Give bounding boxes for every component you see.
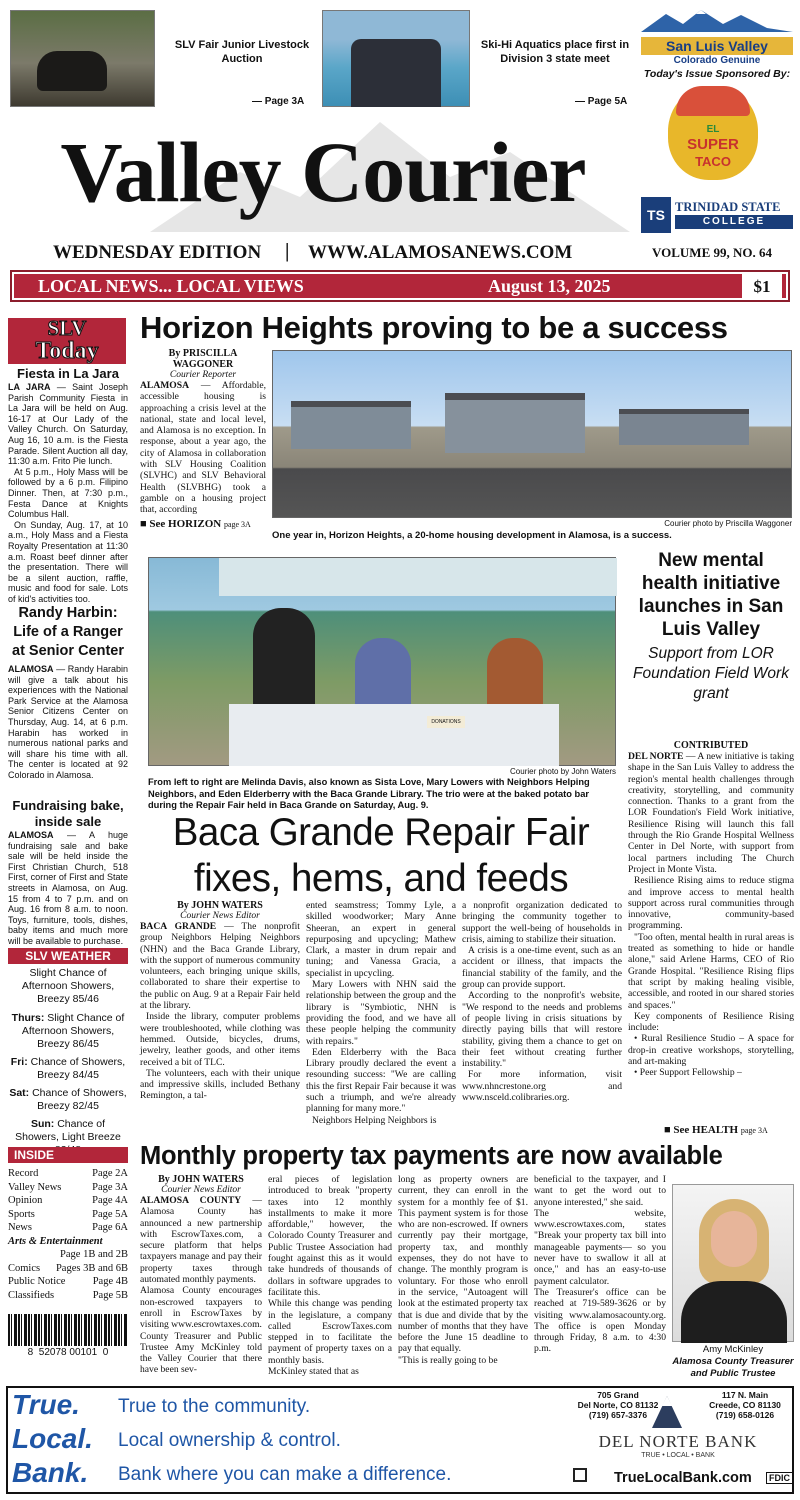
treasurer-title: Alamosa County Treasurer and Public Trustee [672, 1356, 794, 1379]
fair-col1-p3: The volunteers, each with their unique and impressive skills, included Bethany Remington, a tal- [140, 1067, 300, 1102]
bake-text: — A huge fundraising sale and bake sale will be held inside the First Christian Church, 518 First, corner of First and State streets in Alamosa, on Aug. 15 from 4 to 7 p.m. and on Aug. 16 from 8 a.m. to noon. Toys, furniture, tools, dishes, baby items and much more will be available to purchase. [8, 830, 128, 946]
taco-text-super: SUPER [687, 136, 739, 153]
mental-jump-label: ■ See HEALTH [664, 1124, 739, 1136]
fair-role: Courier News Editor [180, 911, 260, 921]
edition-label: WEDNESDAY EDITION [53, 242, 262, 263]
slv-logo-title: San Luis Valley [641, 37, 793, 55]
horizon-byline: By PRISCILLA WAGGONER [168, 348, 238, 370]
bank-ad[interactable] [6, 1386, 794, 1494]
ad-address-2-phone: (719) 658-0126 [715, 1410, 775, 1420]
tax-col1-body: — Alamosa County has announced a new partnership with EscrowTaxes.com, a secure platform that helps taxpayers manage and pay their property taxes through automated monthly payments. Alamosa County encourages non-escrowed taxpayers to enroll in EscrowTaxes by visiting www.escrowtaxes.com. County Treasurer and Public Trustee Amy McKinley told the Valley Courier that there have been sev- [140, 1195, 262, 1376]
teaser-livestock-caption[interactable]: SLV Fair Junior Livestock Auction [174, 39, 310, 65]
inside-page: Page 5A [92, 1208, 128, 1220]
ad-word-local: Local. [12, 1423, 93, 1454]
fair-col2-p4: Neighbors Helping Neighbors is [312, 1114, 437, 1126]
barcode [8, 1314, 128, 1360]
fair-lead: BACA GRANDE [140, 921, 217, 932]
treasurer-body [681, 1281, 787, 1343]
inside-arts-label: Arts & Entertainment [8, 1235, 103, 1247]
inside-page: Page 4B [92, 1276, 128, 1287]
bake-title: Fundraising bake, inside sale [12, 798, 124, 829]
ad-address-1-city: Del Norte, CO 81132 [577, 1400, 659, 1410]
mental-p1-text: — A new initiative is taking shape in the San Luis Valley to address the region's mental health challenges through creativity, storytelling, and community connection. Thanks to a grant from the LOR Foundation's Field Work initiative, Resilience Rising will launch this fall through the Rio Grande Hospital Wellness Center in Del Norte, with support from local partners including The Church Project in Monte Vista. [628, 751, 794, 875]
fair-col-1 [140, 900, 300, 1102]
slv-today-top: SLV [47, 316, 87, 340]
slv-today-badge [8, 318, 126, 364]
inside-page: Page 3A [92, 1181, 128, 1193]
tax-col1-text [140, 1195, 262, 1376]
canopy [219, 558, 617, 596]
red-banner [10, 270, 790, 302]
banner-tagline: LOCAL NEWS... LOCAL VIEWS [38, 276, 304, 296]
horizon-body-text: — Affordable, accessible housing is approaching a crisis level at the national, state and local level, and Alamosa is no exception. In response, about a year ago, the city of Alamosa in collaboration with SLV Housing Coalition (SLVHC) and SLV Behavioral Health (SLVBHG) took a gamble on a housing project that, according [140, 380, 266, 516]
inside-label: Valley News [8, 1181, 62, 1193]
ad-line-1: True to the community. [118, 1396, 311, 1417]
repair-fair-photo[interactable] [148, 557, 616, 766]
fair-col1-p2: Inside the library, computer problems were troubleshooted, while clothing was hemmed. Outside, bicycles, drums, jewelry, leather goods, and other items received a bit of TLC. [140, 1011, 300, 1068]
horizon-jump[interactable] [140, 518, 266, 530]
inside-item[interactable] [8, 1262, 128, 1276]
mountain-icon [641, 10, 793, 32]
weather-sun-day: Sun: [30, 1118, 55, 1130]
treasurer-name: Amy McKinley [702, 1344, 764, 1355]
horizon-lead: ALAMOSA [140, 380, 190, 391]
inside-label: Opinion [8, 1195, 43, 1206]
slv-today-bottom: Today [35, 338, 99, 364]
tax-col3-text: long as property owners are current, they can enroll in the system for a monthly fee of $1. This payment system is for those who are non-escrowed. If owners currently pay their mortgage, property tax, and monthly expenses, they do not have to change. The monthly program is voluntary. For those who enroll in the service, "Autoagent will look at the estimated property tax that is due and divide that by the number of months that they have before the June 15 deadline to pay that equally. "This is really going to be [398, 1174, 528, 1366]
inside-item[interactable] [8, 1167, 128, 1181]
ad-address-2-street: 117 N. Main [721, 1390, 769, 1400]
tax-byline: By JOHN WATERS [158, 1174, 244, 1185]
mental-text [628, 740, 794, 1079]
horizon-photo-credit: Courier photo by Priscilla Waggoner [664, 519, 792, 528]
taco-sombrero [676, 86, 750, 116]
weather-sat [8, 1087, 128, 1113]
weather-fri-text: Chance of Showers, Breezy 84/45 [30, 1056, 126, 1081]
house-3 [619, 409, 749, 445]
ad-line-2: Local ownership & control. [118, 1430, 341, 1451]
horizon-jump-label: ■ See HORIZON [140, 517, 222, 530]
fdic-badge: FDIC [766, 1472, 793, 1484]
fair-col1-p1-text: — The nonprofit group Neighbors Helping Neighbors (NHN) and the Baca Grande Library, with the support of numerous community volunteers, each bringing unique skills, collaborated to share their expertise to the public on Aug. 9 at a Repair Fair held at the library. [140, 921, 300, 1012]
fair-col2-p2: Mary Lowers with NHN said the relationship between the group and the library is "Symbiotic, NHN is providing the food, and we have all these people helping the community with repairs." [306, 979, 456, 1047]
trinidad-college: COLLEGE [675, 215, 793, 229]
fair-col3-p4: For more information, visit www.nhncrestone.org and www.nsceld.colibraries.org. [462, 1069, 622, 1104]
teaser-aquatics-caption[interactable]: Ski-Hi Aquatics place first in Division 3 state meet [480, 39, 630, 65]
weather-fri [8, 1056, 128, 1082]
inside-label: News [8, 1222, 32, 1233]
price-badge: $1 [742, 274, 782, 300]
inside-arts-page[interactable]: Page 1B and 2B [60, 1249, 128, 1260]
house-2 [445, 393, 585, 453]
barcode-bars [8, 1314, 128, 1346]
inside-item[interactable] [8, 1289, 128, 1303]
fiesta-p1-text: — Saint Joseph Parish Community Fiesta in La Jara will be held on Aug. 16-17 at Our Lady of the Valley Church. On Saturday, Aug 16, 10 a.m. is the Fiesta Parade. Silent Auction all day, 11:30 a.m. Frito Pie lunch. [8, 382, 128, 467]
horizon-photo[interactable] [272, 350, 792, 518]
fiesta-lead: LA JARA [8, 382, 51, 392]
inside-item[interactable] [8, 1221, 128, 1235]
weather-sat-day: Sat: [9, 1087, 30, 1099]
inside-page: Page 2A [92, 1168, 128, 1179]
ad-address-1-street: 705 Grand [597, 1390, 639, 1400]
livestock-animal [37, 51, 107, 91]
mental-lead: DEL NORTE [628, 751, 684, 762]
tax-col4-text: beneficial to the taxpayer, and I want to get the word out to anyone interested," she said. The website, www.escrowtaxes.com, states "Break your property tax bill into manageable payments— so you never have to swallow it all at once," and has an easy-to-use payment calculator. The Treasurer's office can be reached at 719-589-3626 or by visiting www.alamosacounty.org. The office is open Monday through Friday, 8 a.m. to 4:30 p.m. [534, 1174, 666, 1355]
tax-role: Courier News Editor [161, 1185, 241, 1195]
inside-item[interactable] [8, 1194, 128, 1208]
trinidad-ts-icon: TS [641, 197, 671, 233]
mental-jump-page: page 3A [740, 1126, 768, 1135]
ad-address-1-phone: (719) 657-3376 [588, 1410, 648, 1420]
tax-headline[interactable]: Monthly property tax payments are now available [140, 1142, 723, 1170]
mental-jump[interactable] [664, 1124, 768, 1136]
sponsor-label: Today's Issue Sponsored By: [643, 68, 791, 80]
weather-thurs-text: Slight Chance of Afternoon Showers, Breezy 86/45 [21, 1012, 125, 1050]
fiesta-p2: At 5 p.m., Holy Mass will be followed by a 6 p.m. Filipino Dinner. Then, at 7:30 p.m., Festa Dance at Knights Columbus Hall. [8, 466, 128, 520]
inside-page: Page 4A [92, 1195, 128, 1206]
tax-lead: ALAMOSA COUNTY [140, 1195, 242, 1206]
bake-p [8, 830, 128, 947]
el-super-taco-logo [668, 86, 758, 180]
inside-title: INSIDE [8, 1147, 128, 1163]
bank-name: DEL NORTE BANK [598, 1432, 758, 1451]
fair-headline-line1: Baca Grande Repair Fair [172, 811, 590, 854]
fair-col-2 [306, 900, 456, 1126]
ad-address-2 [698, 1390, 792, 1420]
inside-item[interactable] [8, 1275, 128, 1289]
treasurer-face [711, 1211, 757, 1267]
inside-page: Pages 3B and 6B [55, 1262, 128, 1274]
bank-url[interactable]: TrueLocalBank.com [614, 1470, 752, 1486]
tax-col-1 [140, 1174, 262, 1376]
sidebar-randy [8, 604, 128, 781]
mental-byline: CONTRIBUTED [673, 740, 749, 751]
ad-address-2-city: Creede, CO 81130 [709, 1400, 781, 1410]
bank-subtitle: TRUE • LOCAL • BANK [641, 1452, 715, 1459]
weather-thurs [8, 1012, 128, 1051]
weather-thurs-day: Thurs: [11, 1012, 45, 1024]
fiesta-p3: On Sunday, Aug. 17, at 10 a.m., Holy Mass and a Fiesta Royalty Presentation at 11:30 a.m. Roast beef dinner after the presentation. There will be a silent auction, raffle, music and food for sale. Lots of kid's activities too. [8, 519, 128, 604]
website-link[interactable]: WWW.ALAMOSANEWS.COM [308, 242, 573, 263]
inside-page: Page 5B [92, 1289, 128, 1301]
mental-p6: • Peer Support Fellowship – [634, 1067, 742, 1079]
taco-text-taco: TACO [695, 154, 731, 169]
fair-headline-line2: fixes, hems, and feeds [193, 857, 569, 900]
bake-lead: ALAMOSA [8, 830, 54, 840]
ad-word-bank: Bank. [12, 1457, 89, 1488]
tax-col2-text: eral pieces of legislation introduced to break "property taxes into 12 monthly installments to make it more affordable," however, the Colorado County Treasurer and Public Trustee Association had fought against this as it would take hundreds of thousands of dollars in software upgrades to facilitate this. While this change was pending in the legislature, a company called EscrowTaxes.com stepped in to facilitate the payment of property taxes on a monthly basis. McKinley stated that as [268, 1174, 392, 1378]
sidebar-fiesta [8, 366, 128, 604]
teaser-livestock-page: — Page 3A [252, 96, 305, 107]
ad-word-true: True. [12, 1389, 80, 1420]
slv-logo-subtitle: Colorado Genuine [673, 55, 761, 66]
randy-lead: ALAMOSA [8, 664, 54, 674]
masthead-bar [8, 238, 793, 270]
fair-photo-credit: Courier photo by John Waters [510, 767, 616, 776]
fair-col3-p1: a nonprofit organization dedicated to bringing the community together to support the well-being of households in crisis, aiming to stabilize their situation. [462, 900, 622, 945]
weather-sun-text: Chance of Showers, Light Breeze [15, 1118, 121, 1143]
fair-byline: By JOHN WATERS [177, 900, 263, 911]
equal-housing-icon [573, 1468, 587, 1482]
trinidad-name: TRINIDAD STATE [675, 200, 781, 214]
teaser-photo-aquatics[interactable] [322, 10, 470, 107]
bank-mountain-icon [650, 1394, 684, 1430]
masthead-separator: | [285, 240, 290, 262]
tax-col-4 [534, 1174, 666, 1355]
fair-col2-p1: ented seamstress; Tommy Lyle, a skilled woodworker; Mary Anne Sheeran, an expert in general repurposing and upcycling; Mathew Clark, a master in drum repair and tuning; and Vanessa Gracia, a specialist in upcycling. [306, 900, 456, 979]
trinidad-logo [641, 195, 796, 237]
fiesta-p1 [8, 382, 128, 467]
inside-label: Record [8, 1168, 39, 1179]
inside-item[interactable] [8, 1208, 128, 1222]
randy-p [8, 664, 128, 781]
randy-title: Randy Harbin: Life of a Ranger at Senior Center [12, 605, 124, 659]
horizon-caption: One year in, Horizon Heights, a 20-home housing development in Alamosa, is a success. [272, 530, 672, 541]
teaser-photo-livestock[interactable] [10, 10, 155, 107]
mental-p3: "Too often, mental health in rural areas is treated as something to hide or handle alone," said Arlene Harms, CEO of Rio Grande Hospital. "Resilience Rising flips that script by making healing visible, accessible, and rooted in our shared stories and spaces." [628, 931, 794, 1011]
table [229, 704, 559, 766]
inside-label: Sports [8, 1208, 35, 1220]
masthead-title: Valley Courier [60, 124, 586, 220]
fair-col3-p2: A crisis is a one-time event, such as an accident or illness, that impacts the financial stability of the family, and the group can provide support. [462, 945, 622, 991]
horizon-role: Courier Reporter [169, 370, 237, 380]
teaser-aquatics-page: — Page 5A [575, 96, 628, 107]
mental-p1 [628, 751, 794, 875]
inside-label: Comics [8, 1262, 41, 1274]
fair-col1-p1 [140, 921, 300, 1011]
horizon-headline[interactable]: Horizon Heights proving to be a success [140, 310, 728, 345]
fair-photo-caption: From left to right are Melinda Davis, also known as Sista Love, Mary Lowers with Neighbors Helping Neighbors, and Eden Elderberry with the Baca Grande Library. The trio were at the baked potato bar during the Repair Fair held in Baca Grande on Saturday, Aug. 9. [148, 777, 590, 810]
mental-p4: Key components of Resilience Rising include: [628, 1010, 794, 1034]
inside-label: Public Notice [8, 1276, 66, 1287]
barcode-number: 8 52078 00101 0 [27, 1347, 109, 1358]
fair-col2-p3: Eden Elderberry with the Baca Library proudly declared the event a resounding success: "We are calling this the first Repair Fair because it was such a triumph, and we're already planning for many more." [306, 1046, 456, 1115]
slv-logo [641, 10, 793, 66]
volume-label: VOLUME 99, NO. 64 [652, 245, 772, 260]
ad-line-3: Bank where you can make a difference. [118, 1464, 452, 1485]
weather-title: SLV WEATHER [8, 948, 128, 964]
randy-text: — Randy Harabin will give a talk about his experiences with the National Park Service at the Alamosa Senior Citizens Center on Thursday, Aug. 14, at 6 p.m. Harabin has worked in numerous national parks and will share his time with all. The center is located at 92 Colorado in Alamosa. [8, 664, 128, 780]
fiesta-title: Fiesta in La Jara [17, 366, 119, 381]
mental-p2: Resilience Rising aims to reduce stigma and improve access to mental health support across rural communities through innovative, community-based programming. [628, 875, 794, 932]
horizon-text [140, 348, 266, 530]
inside-box [8, 1147, 128, 1302]
inside-item[interactable] [8, 1181, 128, 1195]
inside-page: Page 6A [92, 1222, 128, 1233]
tax-col-3 [398, 1174, 528, 1366]
weather-today: Slight Chance of Afternoon Showers, Breezy 85/46 [21, 967, 115, 1005]
mental-p5: • Rural Resilience Studio – A space for drop-in creative workshops, storytelling, and art-making [628, 1033, 794, 1068]
tax-col-2 [268, 1174, 392, 1377]
house-1 [291, 401, 411, 449]
mental-deck: Support from LOR Foundation Field Work grant [633, 645, 789, 702]
horizon-jump-page: page 3A [223, 519, 251, 529]
weather-fri-day: Fri: [10, 1056, 28, 1068]
fair-headline[interactable] [140, 810, 622, 902]
sidebar-bake [8, 798, 128, 947]
swimmers-group [351, 39, 441, 107]
horizon-body [140, 380, 266, 516]
fair-col-3 [462, 900, 622, 1103]
mental-headline[interactable]: New mental health initiative launches in San Luis Valley [638, 550, 784, 640]
banner-date: August 13, 2025 [488, 276, 611, 296]
taco-text-el: EL [706, 124, 720, 135]
fair-col3-p3: According to the nonprofit's website, "We respond to the needs and problems of people living in crisis situations by directly paying bills that will restore stability, giving them a chance to get on their feet without creating further instability." [462, 990, 622, 1070]
treasurer-photo[interactable] [672, 1184, 794, 1342]
weather-sat-text: Chance of Showers, Breezy 82/45 [32, 1087, 127, 1112]
inside-label: Classifieds [8, 1289, 55, 1301]
weather-box [8, 948, 128, 1157]
donations-sign: DONATIONS [427, 716, 465, 728]
